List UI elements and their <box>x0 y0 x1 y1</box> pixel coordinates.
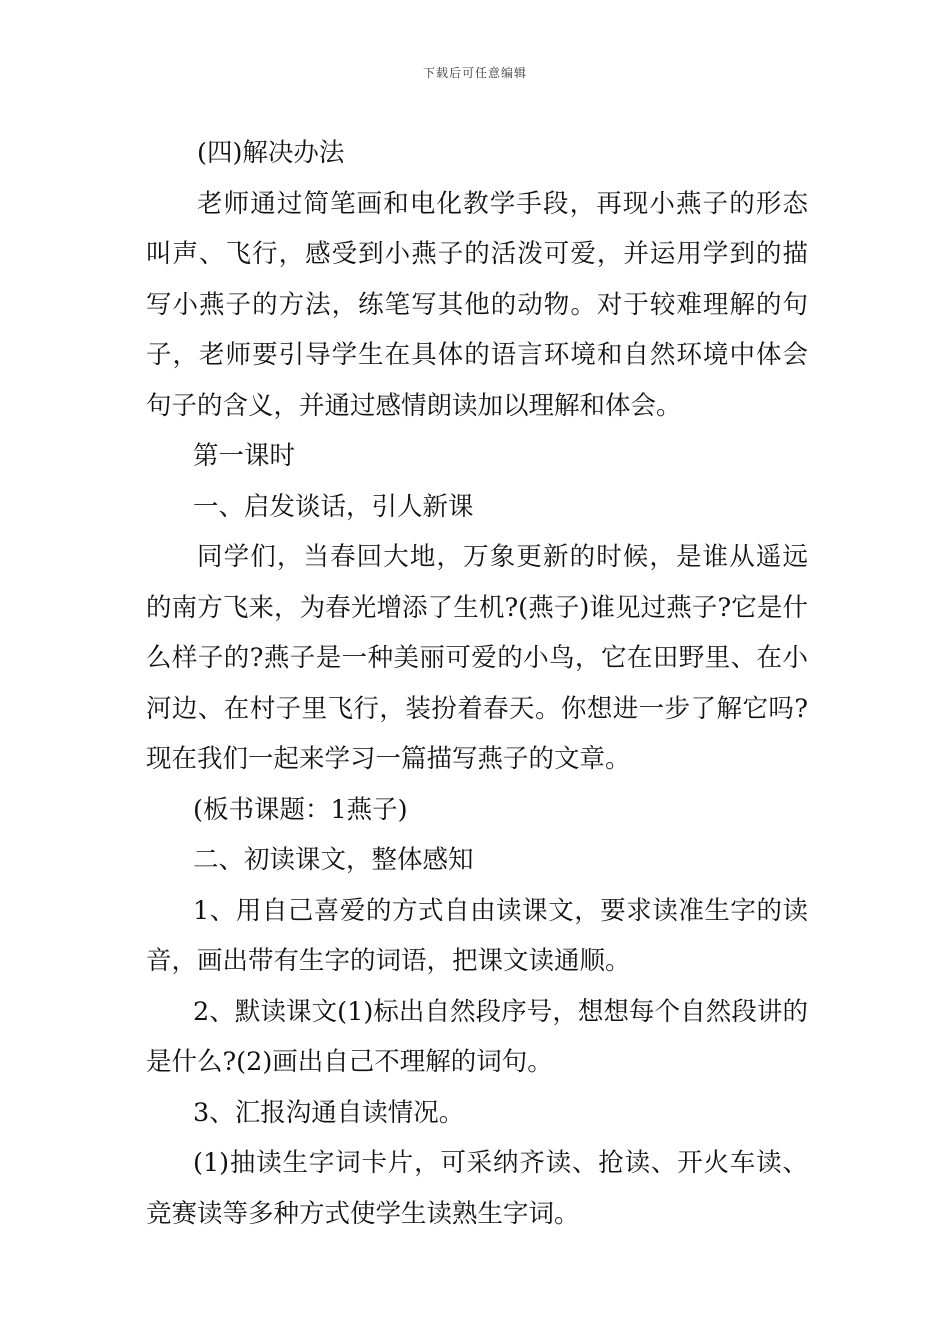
section-heading-solution: (四)解决办法 <box>197 138 345 168</box>
lesson-heading: 第一课时 <box>193 441 296 471</box>
list-item-1: 1、用自己喜爱的方式自由读课文，要求读准生字的读音，画出带有生字的词语，把课文读通顺。 <box>146 895 808 976</box>
blackboard-title: (板书课题：1燕子) <box>193 794 408 825</box>
list-item-3: 3、汇报沟通自读情况。 <box>193 1097 465 1128</box>
paragraph-solution: 老师通过简笔画和电化教学手段，再现小燕子的形态叫声、飞行，感受到小燕子的活泼可爱，并运用学到的描写小燕子的方法，练笔写其他的动物。对于较难理解的句子，老师要引导学生在具体的语言环境和自然环境中体会句子的含义，并通过感情朗读加以理解和体会。 <box>146 188 808 421</box>
step-heading-1: 一、启发谈话，引人新课 <box>193 491 474 522</box>
list-item-2: 2、默读课文(1)标出自然段序号，想想每个自然段讲的是什么?(2)画出自己不理解的词句。 <box>146 996 808 1077</box>
page-header: 下载后可任意编辑 <box>422 66 527 80</box>
list-item-3-1: (1)抽读生字词卡片，可采纳齐读、抢读、开火车读、竞赛读等多种方式使学生读熟生字词。 <box>146 1148 808 1229</box>
document-body <box>146 128 808 1239</box>
step-heading-2: 二、初读课文，整体感知 <box>193 845 474 875</box>
paragraph-intro: 同学们，当春回大地，万象更新的时候，是谁从遥远的南方飞来，为春光增添了生机?(燕子)谁见过燕子?它是什么样子的?燕子是一种美丽可爱的小鸟，它在田野里、在小河边、在村子里飞行，装扮着春天。你想进一步了解它吗?现在我们一起来学习一篇描写燕子的文章。 <box>146 542 808 774</box>
